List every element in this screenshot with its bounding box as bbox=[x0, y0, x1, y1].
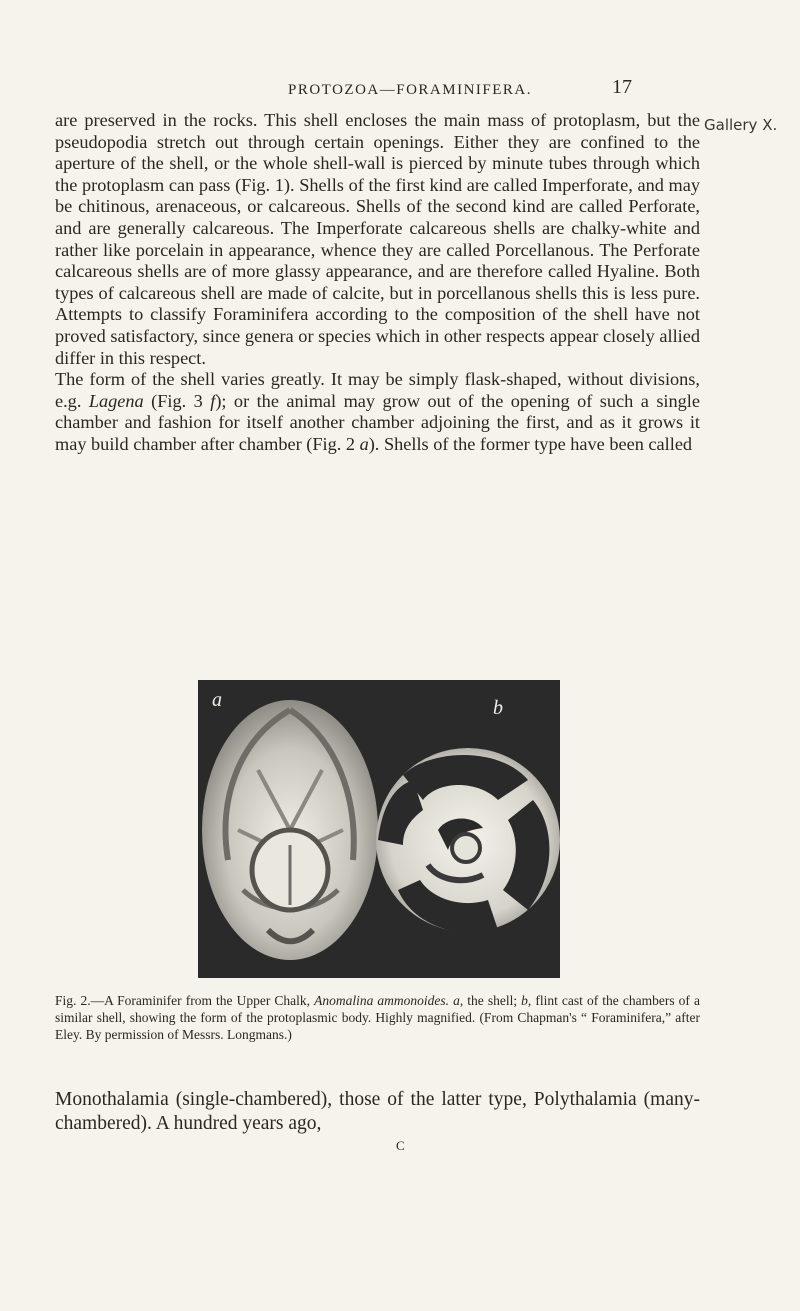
margin-note: Gallery X. bbox=[704, 116, 778, 134]
running-header: PROTOZOA—FORAMINIFERA. bbox=[288, 82, 532, 98]
figure-label-b: b bbox=[493, 697, 503, 719]
tail-text: Monothalamia (single-chambered), those of the latter type, Polythalamia (many-chambered). A hundred years ago, bbox=[55, 1089, 700, 1134]
page-number: 17 bbox=[612, 76, 632, 98]
figure-foraminifer bbox=[198, 680, 560, 978]
figure-illustration bbox=[198, 680, 560, 978]
body-text bbox=[55, 110, 700, 456]
figure-label-a: a bbox=[212, 689, 222, 711]
paragraph-2: The form of the shell varies greatly. It may be simply flask-shaped, without divisions, e.g. Lagena (Fig. 3 f); or the animal may grow out of the opening of such a single chamber and fashion for itself another chamber adjoining the first, and as it grows it may build chamber after chamber (Fig. 2 a). Shells of the former type have been called bbox=[55, 369, 700, 454]
shell-a bbox=[202, 700, 378, 960]
figure-caption: Fig. 2.—A Foraminifer from the Upper Chalk, Anomalina ammonoides. a, the shell; b, flint cast of the chambers of a similar shell, showing the form of the protoplasmic body. Highly magnified. (From Chapman's “ Foraminifera,” after Eley. By permission of Messrs. Longmans.) bbox=[55, 993, 700, 1042]
paragraph-1: are preserved in the rocks. This shell encloses the main mass of protoplasm, but the pseudopodia stretch out through certain openings. Either they are confined to the aperture of the shell, or the whole shell-wall is pierced by minute tubes through which the protoplasm can pass (Fig. 1). Shells of the first kind are called Imperforate, and may be chitinous, arenaceous, or calcareous. Shells of the second kind are called Perforate, and are generally calcareous. The Imperforate calcareous shells are chalky-white and rather like porcelain in appearance, whence they are called Porcellanous. The Perforate calcareous shells are of more glassy appearance, and are therefore called Hyaline. Both types of calcareous shell are made of calcite, but in porcellanous shells this is less pure. Attempts to classify Foraminifera according to the composition of the shell have not proved satisfactory, since genera or species which in other respects appear closely allied differ in this respect. bbox=[55, 110, 700, 368]
signature-mark: C bbox=[396, 1138, 405, 1153]
shell-b bbox=[376, 748, 560, 933]
